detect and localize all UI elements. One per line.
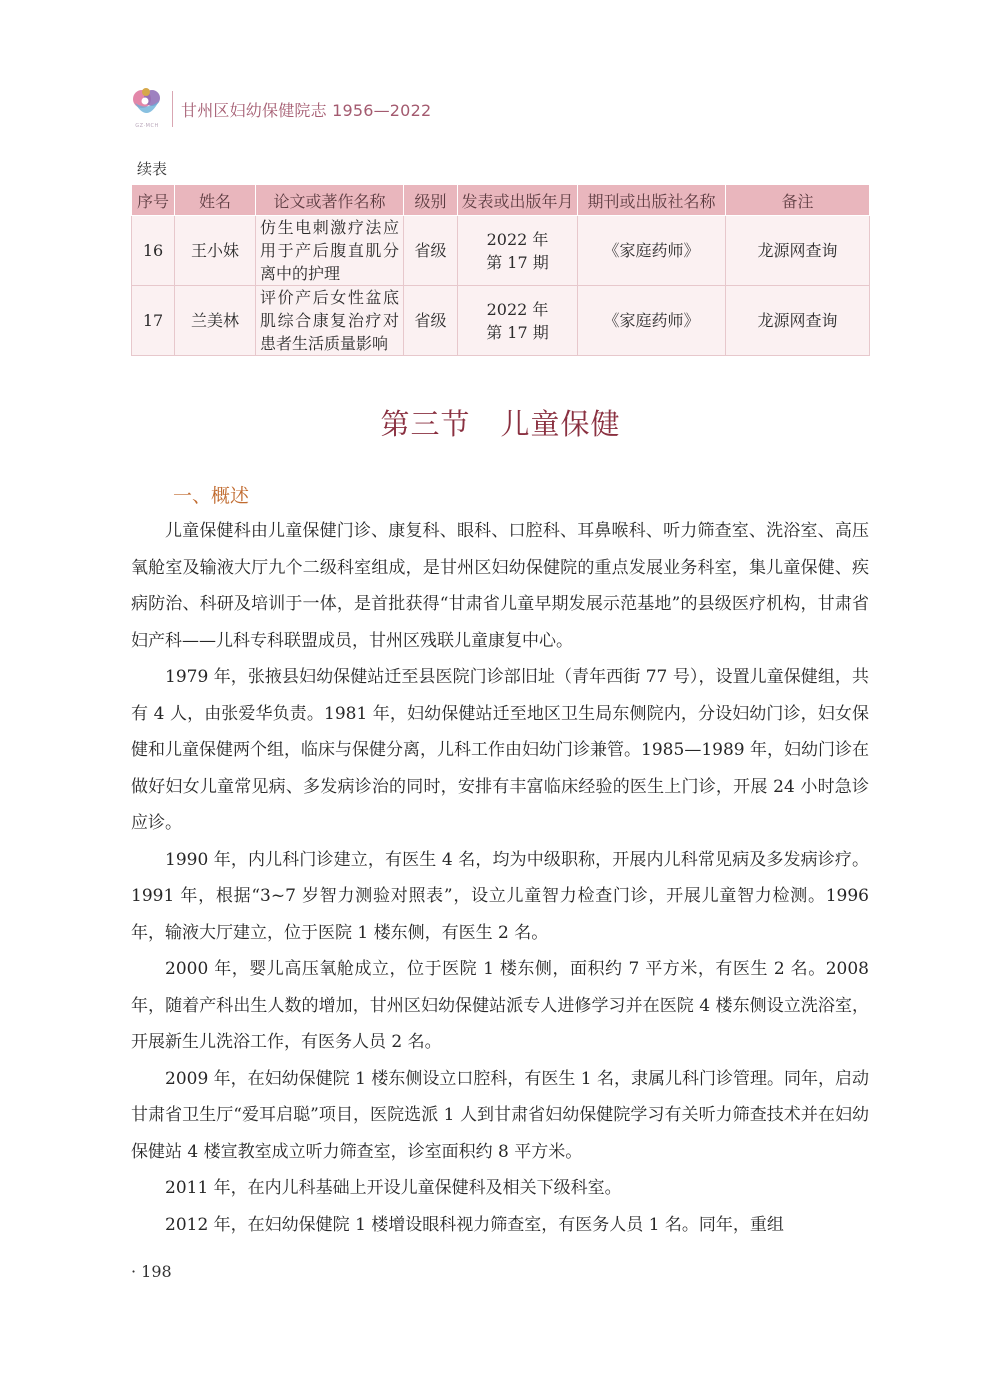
hospital-logo (130, 86, 164, 132)
heart-flower-logo-icon (130, 86, 164, 124)
cell-number: 17 (132, 286, 175, 356)
paragraph: 1979 年，张掖县妇幼保健站迁至县医院门诊部旧址（青年西街 77 号），设置儿童保健组，共有 4 人，由张爱华负责。1981 年，妇幼保健站迁至地区卫生局东侧院内，分设妇幼门诊，妇女保健和儿童保健两个组，临床与保健分离，儿科工作由妇幼门诊兼管。1985—1989 年，妇幼门诊在做好妇女儿童常见病、多发病诊治的同时，安排有丰富临床经验的医生上门诊，开展 24 小时急诊应诊。 (131, 667, 869, 833)
table-header-row (132, 185, 870, 216)
cell-note: 龙源网查询 (726, 286, 870, 356)
cell-level: 省级 (404, 286, 458, 356)
cell-journal: 《家庭药师》 (578, 286, 726, 356)
paragraph: 2011 年，在内儿科基础上开设儿童保健科及相关下级科室。 (165, 1178, 622, 1198)
body-text (131, 513, 869, 1243)
header-divider (172, 91, 173, 127)
cell-note: 龙源网查询 (726, 216, 870, 286)
cell-paper-title: 评价产后女性盆底肌综合康复治疗对患者生活质量影响 (256, 286, 404, 356)
column-header: 姓名 (175, 185, 256, 216)
book-title: 甘州区妇幼保健院志 1956—2022 (181, 100, 432, 120)
logo-caption: GZ·MCH (135, 123, 159, 129)
table-row (132, 216, 870, 286)
cell-name: 王小妹 (175, 216, 256, 286)
cell-date-issue: 第 17 期 (486, 322, 549, 342)
subsection-heading: 一、概述 (173, 485, 250, 507)
cell-journal: 《家庭药师》 (578, 216, 726, 286)
page-number: · 198 (131, 1262, 172, 1281)
cell-date-issue: 第 17 期 (486, 252, 549, 272)
table-continued-label: 续表 (137, 160, 168, 178)
papers-table (131, 184, 870, 356)
column-header: 备注 (726, 185, 870, 216)
paragraph: 1990 年，内儿科门诊建立，有医生 4 名，均为中级职称，开展内儿科常见病及多发病诊疗。1991 年，根据“3~7 岁智力测验对照表”，设立儿童智力检查门诊，开展儿童智力检测。1996 年，输液大厅建立，位于医院 1 楼东侧，有医生 2 名。 (131, 849, 869, 943)
cell-date (458, 286, 578, 356)
cell-date-year: 2022 年 (486, 299, 549, 319)
cell-paper-title: 仿生电刺激疗法应用于产后腹直肌分离中的护理 (256, 216, 404, 286)
cell-number: 16 (132, 216, 175, 286)
column-header: 序号 (132, 185, 175, 216)
column-header: 期刊或出版社名称 (578, 185, 726, 216)
section-title (0, 402, 1001, 443)
section-number: 第三节 (380, 407, 471, 441)
cell-level: 省级 (404, 216, 458, 286)
paragraph: 2012 年，在妇幼保健院 1 楼增设眼科视力筛查室，有医务人员 1 名。同年，重组 (165, 1214, 784, 1235)
running-header (130, 86, 431, 132)
table-row (132, 286, 870, 356)
cell-date-year: 2022 年 (486, 229, 549, 249)
section-name: 儿童保健 (500, 407, 621, 441)
paragraph: 2009 年，在妇幼保健院 1 楼东侧设立口腔科，有医生 1 名，隶属儿科门诊管理。同年，启动甘肃省卫生厅“爱耳启聪”项目，医院选派 1 人到甘肃省妇幼保健院学习有关听力筛查技术并在妇幼保健站 4 楼宣教室成立听力筛查室，诊室面积约 8 平方米。 (131, 1068, 869, 1162)
paragraph: 2000 年，婴儿高压氧舱成立，位于医院 1 楼东侧，面积约 7 平方米，有医生 2 名。2008 年，随着产科出生人数的增加，甘州区妇幼保健站派专人进修学习并在医院 4 楼东侧设立洗浴室，开展新生儿洗浴工作，有医务人员 2 名。 (131, 959, 869, 1052)
cell-date (458, 216, 578, 286)
column-header: 论文或著作名称 (256, 185, 404, 216)
column-header: 发表或出版年月 (458, 185, 578, 216)
paragraph: 儿童保健科由儿童保健门诊、康复科、眼科、口腔科、耳鼻喉科、听力筛查室、洗浴室、高压氧舱室及输液大厅九个二级科室组成，是甘州区妇幼保健院的重点发展业务科室，集儿童保健、疾病防治、科研及培训于一体，是首批获得“甘肃省儿童早期发展示范基地”的县级医疗机构，甘肃省妇产科——儿科专科联盟成员，甘州区残联儿童康复中心。 (131, 521, 869, 651)
column-header: 级别 (404, 185, 458, 216)
cell-name: 兰美林 (175, 286, 256, 356)
